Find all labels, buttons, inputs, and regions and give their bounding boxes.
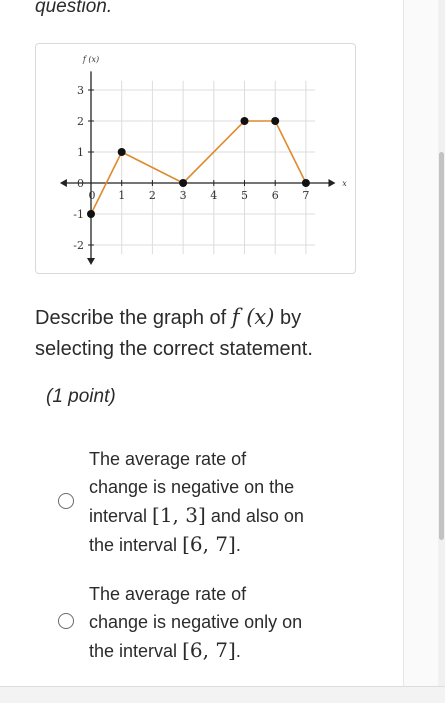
option-2-line-1: The average rate of [89, 584, 247, 604]
points-label: (1 point) [46, 386, 116, 407]
y-tick-label: 1 [77, 146, 84, 159]
x-tick-label: 2 [148, 189, 156, 202]
option-1-line-3-end: and also on [205, 506, 304, 526]
x-axis-label: x [342, 179, 347, 188]
x-axis-arrow-left [60, 179, 67, 187]
previous-question-text: question. [35, 0, 113, 17]
option-1-line-2: change is negative on the [89, 477, 295, 497]
x-axis-arrow-right [328, 179, 335, 187]
y-tick-label: -1 [73, 208, 84, 221]
x-tick-label: 0 [88, 189, 96, 202]
x-tick-label: 4 [210, 189, 218, 202]
y-tick-label: 2 [77, 115, 84, 128]
x-tick-label: 6 [271, 189, 279, 202]
bottom-bar [0, 686, 445, 703]
option-1-text[interactable] [89, 445, 329, 559]
prompt-function-math: f (x) [231, 305, 275, 329]
answer-option-2[interactable] [55, 580, 395, 670]
question-prompt [35, 302, 365, 365]
y-axis-label: f (x) [82, 55, 100, 64]
option-2-interval: [6, 7] [182, 638, 236, 662]
y-tick-label: 3 [77, 84, 84, 97]
data-point [241, 117, 249, 125]
option-1-interval-2: [6, 7] [182, 532, 236, 556]
option-1-line-1: The average rate of [89, 449, 247, 469]
function-graph [36, 44, 357, 275]
option-2-line-2: change is negative only on [89, 612, 303, 632]
option-1-line-3-text: interval [89, 506, 153, 526]
y-tick-label: -2 [73, 239, 84, 252]
prompt-text-end: by selecting the correct statement. [35, 307, 313, 360]
scrollbar-thumb[interactable] [439, 152, 444, 540]
option-1-line-4-text: the interval [89, 535, 183, 555]
data-point [302, 179, 310, 187]
data-point [118, 148, 126, 156]
y-tick-label: 0 [77, 177, 84, 190]
data-point [87, 210, 95, 218]
option-2-text[interactable] [89, 580, 339, 665]
y-axis-arrow-down [87, 258, 95, 265]
prompt-text-start: Describe the graph of [35, 307, 232, 329]
radio-button-option-2[interactable] [58, 613, 74, 629]
x-tick-label: 7 [302, 189, 310, 202]
graph-card [35, 43, 356, 274]
data-point [271, 117, 279, 125]
option-1-interval-1: [1, 3] [152, 503, 206, 527]
x-tick-label: 1 [118, 189, 126, 202]
option-1-line-4-end: . [235, 535, 241, 555]
data-point [179, 179, 187, 187]
x-tick-label: 5 [241, 189, 248, 202]
radio-button-option-1[interactable] [58, 493, 74, 509]
option-2-line-3-text: the interval [89, 641, 183, 661]
option-2-line-3-end: . [235, 641, 241, 661]
x-tick-label: 3 [179, 189, 187, 202]
answer-option-1[interactable] [55, 445, 395, 565]
